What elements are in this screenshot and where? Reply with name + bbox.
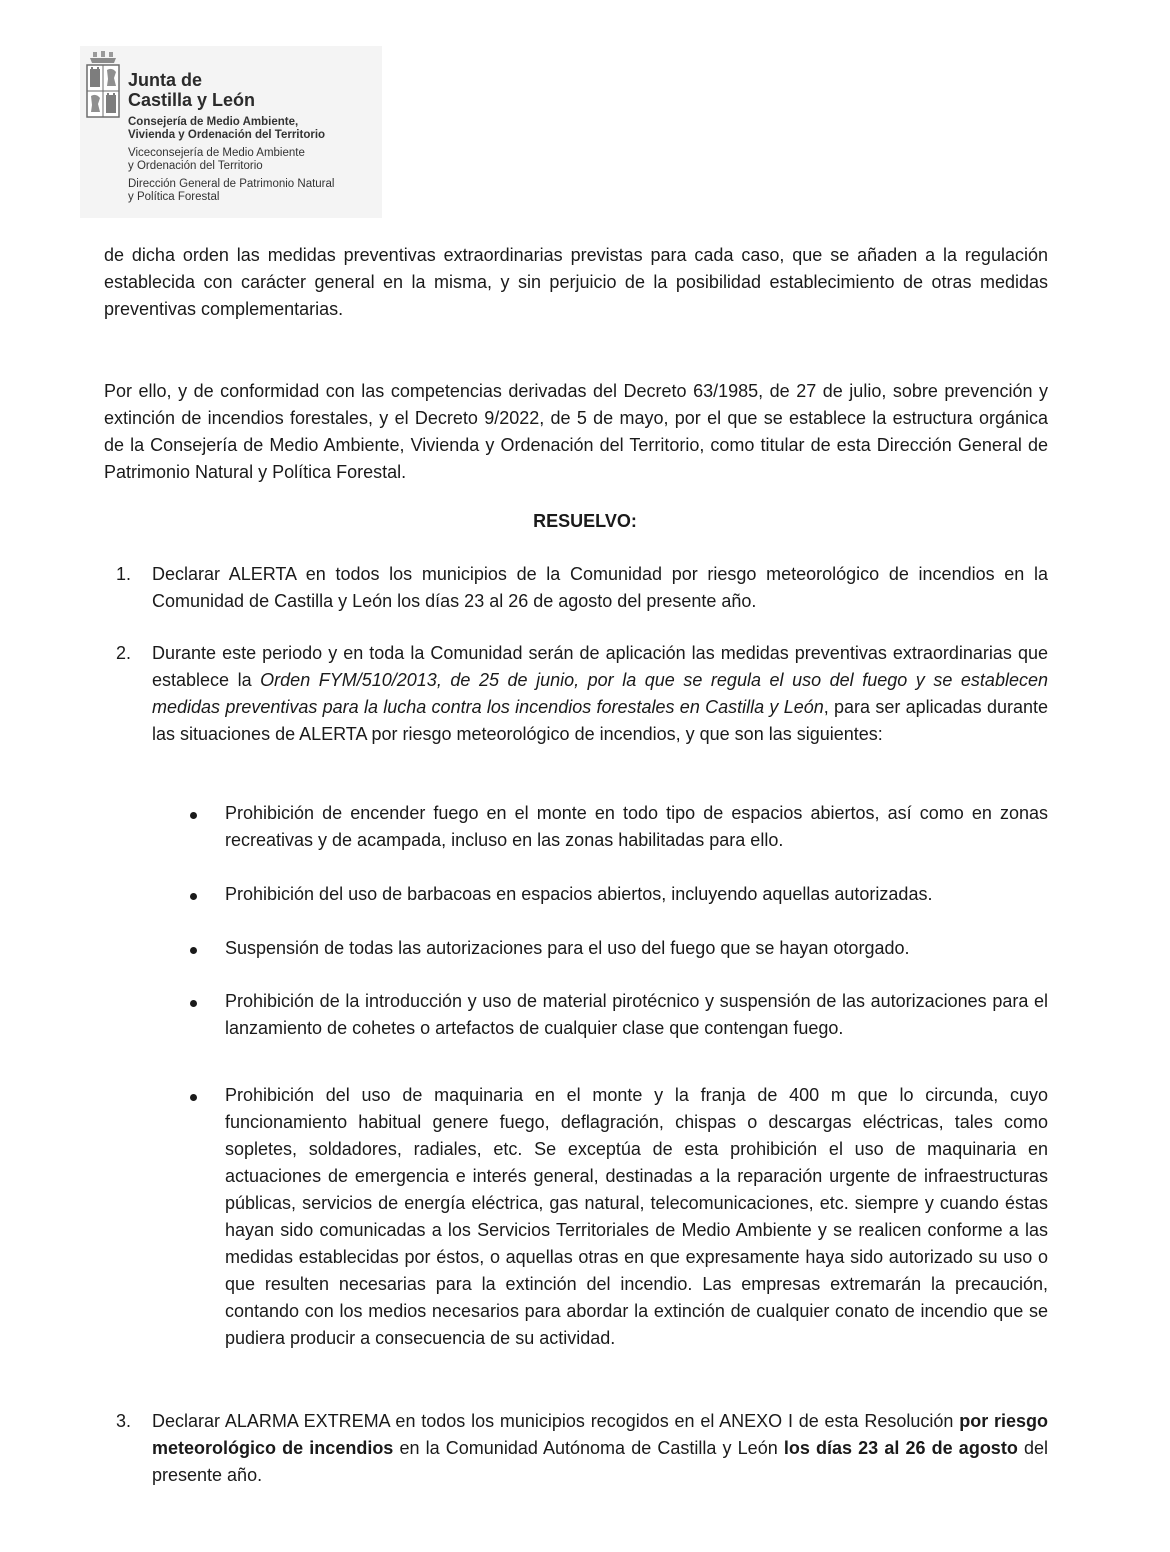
- resolution-item-2: [104, 640, 1048, 748]
- org-name-line1: Junta de: [128, 70, 203, 90]
- item-text: [152, 1408, 1048, 1489]
- item-text-part: , para ser aplicadas durante las situaciones de ALERTA por riesgo meteorológico de incendios, y que son las siguientes:: [152, 697, 1049, 744]
- paragraph-2: Por ello, y de conformidad con las competencias derivadas del Decreto 63/1985, de 27 de julio, sobre prevención y extinción de incendios forestales, y el Decreto 9/2022, de 5 de mayo, por el que se establece la estructura orgánica de la Consejería de Medio Ambiente, Vivienda y Ordenación del Territorio, como titular de esta Dirección General de Patrimonio Natural y Política Forestal.: [104, 381, 1048, 482]
- bullet-text: Prohibición de la introducción y uso de material pirotécnico y suspensión de las autorizaciones para el lanzamiento de cohetes o artefactos de cualquier clase que contengan fuego.: [225, 991, 1048, 1038]
- item-text-bold: los días 23 al 26 de agosto: [783, 1438, 1018, 1458]
- viceconsejeria-line1: Viceconsejería de Medio Ambiente: [128, 147, 305, 159]
- org-name: [128, 70, 255, 110]
- bullet-text: Suspensión de todas las autorizaciones para el uso del fuego que se hayan otorgado.: [225, 938, 910, 958]
- bullet-item: [180, 800, 1048, 854]
- bullet-item: [180, 935, 1048, 962]
- item-number: 3.: [116, 1411, 132, 1431]
- bullet-item: [180, 1082, 1048, 1352]
- consejeria-line2: Vivienda y Ordenación del Territorio: [128, 129, 326, 141]
- paragraph-1: de dicha orden las medidas preventivas extraordinarias previstas para cada caso, que se añaden a la regulación establecida con carácter general en la misma, y sin perjuicio de la posibilidad establecimiento de otras medidas preventivas complementarias.: [104, 245, 1048, 319]
- resolution-item-1: [104, 561, 1048, 615]
- item-text: [152, 640, 1048, 748]
- direccion-line1: Dirección General de Patrimonio Natural: [128, 178, 335, 190]
- item-text-part: Declarar ALARMA EXTREMA en todos los municipios recogidos en el ANEXO I de esta Resolución: [152, 1411, 960, 1431]
- item-text-part: en la Comunidad Autónoma de Castilla y León: [393, 1438, 784, 1458]
- bullet-dot-icon: [190, 1000, 197, 1007]
- orden-citation: Orden FYM/510/2013, de 25 de junio, por la que se regula el uso del fuego y se establecen medidas preventivas para la lucha contra los incendios forestales en Castilla y León: [152, 670, 1048, 717]
- item-text-part: del presente año.: [152, 1438, 1048, 1485]
- bullet-dot-icon: [190, 812, 197, 819]
- item-text-bold: por riesgo meteorológico de incendios: [152, 1411, 1049, 1458]
- letterhead: [80, 46, 382, 218]
- org-name-line2: Castilla y León: [128, 90, 256, 110]
- bullet-item: [180, 881, 1048, 908]
- viceconsejeria-line2: y Ordenación del Territorio: [128, 160, 263, 172]
- consejeria-line1: Consejería de Medio Ambiente,: [128, 116, 299, 128]
- bullet-text: Prohibición del uso de maquinaria en el monte y la franja de 400 m que lo circunda, cuyo funcionamiento habitual genere fuego, deflagración, chispas o descargas eléctricas, tales como sopletes, soldadores, radiales, etc. Se exceptúa de esta prohibición el uso de maquinaria en actuaciones de emergencia e interés general, destinadas a la reparación urgente de infraestructuras públicas, servicios de energía eléctrica, gas natural, telecomunicaciones, etc. siempre y cuando éstas hayan sido comunicadas a los Servicios Territoriales de Medio Ambiente y se realicen conforme a las medidas establecidas por éstos, o aquellas otras en que expresamente haya sido autorizado su uso o que resulten necesarias para la extinción del incendio. Las empresas extremarán la precaución, contando con los medios necesarios para abordar la extinción de cualquier conato de incendio que se pudiera producir a consecuencia de su actividad.: [225, 1085, 1048, 1348]
- bullet-dot-icon: [190, 947, 197, 954]
- bullet-text: Prohibición del uso de barbacoas en espacios abiertos, incluyendo aquellas autorizadas.: [225, 884, 933, 904]
- item-text: Declarar ALERTA en todos los municipios de la Comunidad por riesgo meteorológico de incendios en la Comunidad de Castilla y León los días 23 al 26 de agosto del presente año.: [152, 564, 1048, 611]
- bullet-dot-icon: [190, 1094, 197, 1101]
- resolution-item-3: [104, 1408, 1048, 1489]
- item-number: 1.: [116, 564, 132, 584]
- item-number: 2.: [116, 643, 132, 663]
- bullet-text: Prohibición de encender fuego en el monte en todo tipo de espacios abiertos, así como en zonas recreativas y de acampada, incluso en las zonas habilitadas para ello.: [225, 803, 1048, 850]
- direccion-line2: y Política Forestal: [128, 191, 220, 203]
- coat-of-arms-icon: [84, 50, 122, 120]
- bullet-dot-icon: [190, 893, 197, 900]
- bullet-item: [180, 988, 1048, 1042]
- item-text-part: Durante este periodo y en toda la Comunidad serán de aplicación las medidas preventivas extraordinarias que establece la: [152, 643, 1048, 690]
- resuelvo-heading: RESUELVO:: [533, 511, 637, 531]
